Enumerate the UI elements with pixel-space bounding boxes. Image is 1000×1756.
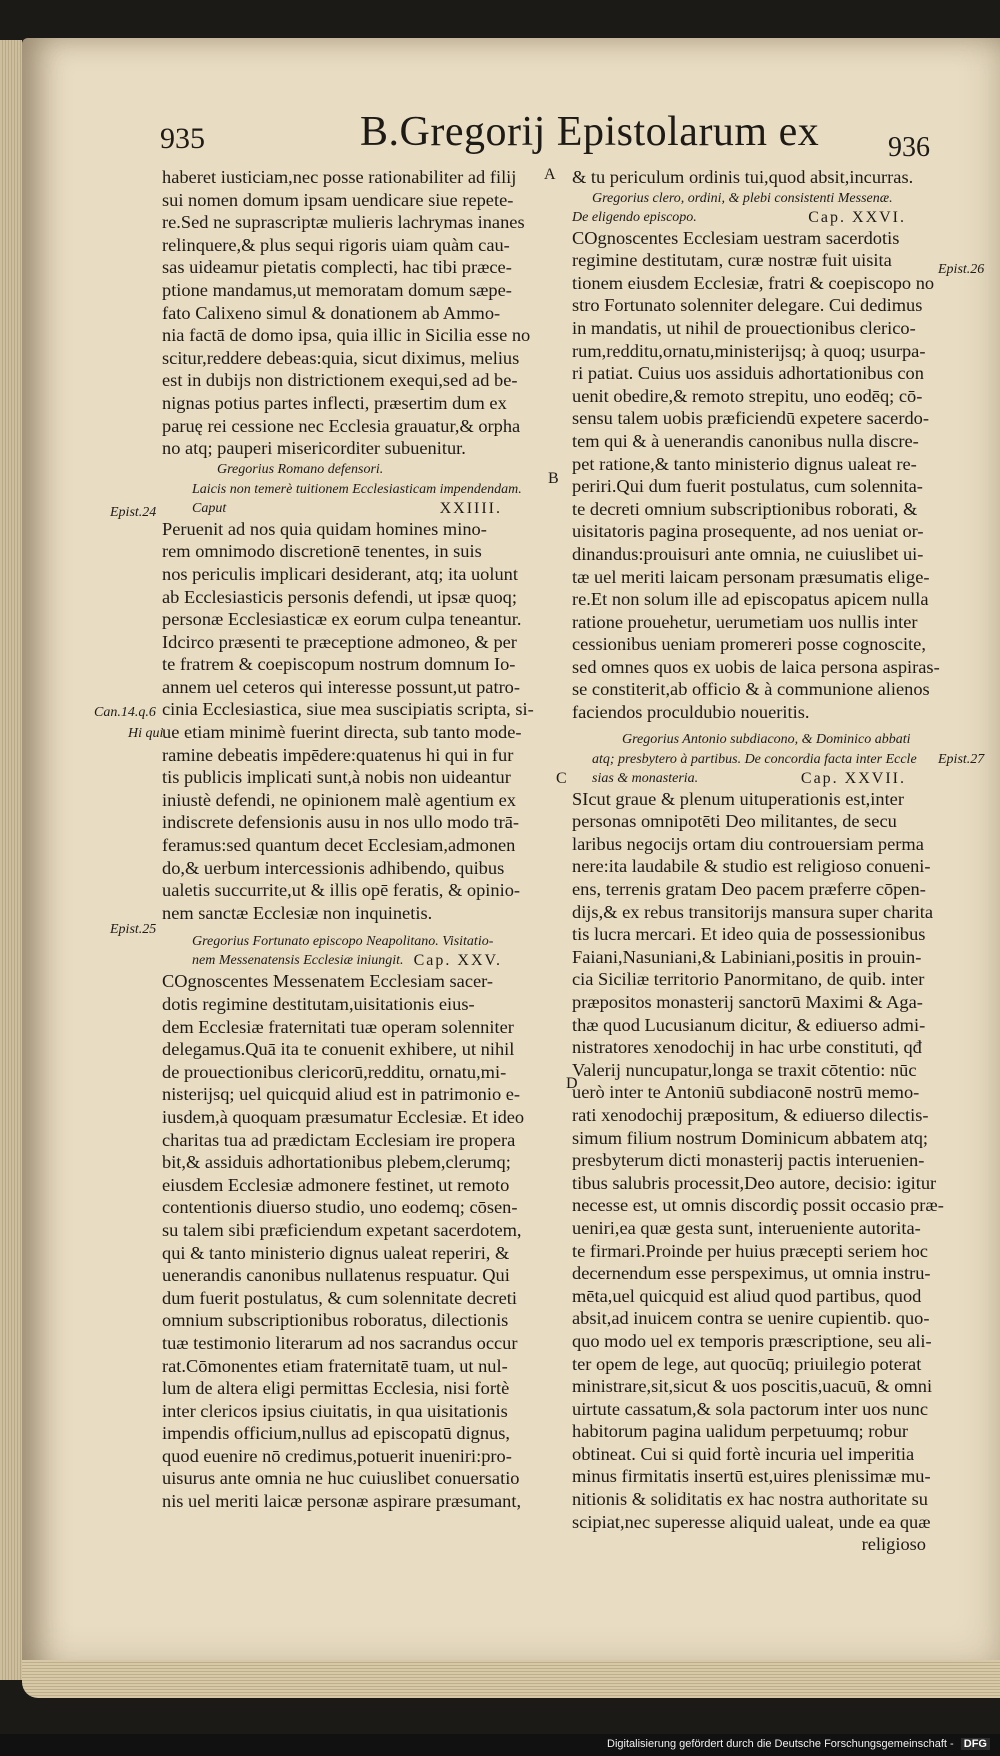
text-line: dem Ecclesiæ fraternitati tuæ operam solenniter: [162, 1016, 514, 1037]
letter-26-body: [572, 227, 946, 724]
margin-epist-24: Epist.24: [110, 505, 157, 520]
text-line: cia Siciliæ territorio Panormitano, de quib. inter: [572, 969, 925, 990]
digitization-footer: [0, 1734, 1000, 1756]
text-line: tis publicis implicati sunt,à nobis non uideantur: [162, 767, 511, 788]
text-line: uenerandis canonibus nullatenus respuatur. Qui: [162, 1265, 510, 1286]
text-line: dum fuerit postulatus, & cum solennitate decreti: [162, 1287, 517, 1308]
text-line: cinia Ecclesiastica, siue mea suscipiatis scripta, si-: [162, 699, 534, 720]
chapter-27-heading: [572, 770, 946, 788]
text-line: te firmari.Proinde per huius præcepti seriem hoc: [572, 1240, 928, 1261]
left-column: [162, 166, 542, 1513]
text-line: tæ uel meriti laicam personam præsumatis elige-: [572, 566, 930, 587]
text-line: de prouectionibus clericorū,redditu, ornatu,mi-: [162, 1061, 507, 1082]
rubric-27-title: Gregorius Antonio subdiacono, & Dominico abbati: [622, 731, 911, 747]
section-letter-b: B: [548, 470, 559, 487]
text-line: annem uel ceteros qui interesse possunt,ut patro-: [162, 676, 521, 697]
text-line: impendis officium,nullus ad episcopatū dignus,: [162, 1423, 511, 1444]
text-line: dotis regimine destitutam,uisitationis eius-: [162, 994, 475, 1014]
text-line: nos periculis implicari desiderant, atq; ita uolunt: [162, 563, 518, 584]
text-line: habitorum pagina ualidum perpetuumq; robur: [572, 1421, 909, 1442]
text-line: delegamus.Quā ita te conuenit exhibere, ut nihil: [162, 1039, 515, 1060]
text-line: fato Calixeno simul & donationem ab Ammo-: [162, 302, 501, 323]
text-line: lum de altera eligi permittas Ecclesia, nisi fortè: [162, 1378, 510, 1399]
rubric-27-sub2: sias & monasteria.: [592, 770, 699, 786]
text-line: sed omnes quos ex uobis de laica persona aspiras-: [572, 656, 940, 677]
right-column: [572, 166, 946, 1556]
text-line: uerò inter te Antoniū subdiaconē nostrū memo-: [572, 1082, 920, 1103]
text-line: su talem sibi præficiendum expetant sacerdotem,: [162, 1219, 522, 1240]
page-bottom-edge: [22, 1660, 1000, 1698]
text-line: sensu talem uobis præficiendū expetere sacerdo-: [572, 408, 929, 429]
page-fore-edge: [0, 40, 22, 1680]
text-line: nisterijsq; uel quicquid aliud est in patrimonio e-: [162, 1084, 521, 1105]
text-line: ab Ecclesiasticis personis defendi, ut ipsæ quoq;: [162, 586, 517, 607]
text-line: quod euenire nō credimus,potuerit inueniri:pro-: [162, 1445, 512, 1466]
rubric-25-title: Gregorius Fortunato episcopo Neapolitano. Visitatio-: [192, 934, 494, 950]
text-line: nere:ita laudabile & studio est religioso conueni-: [572, 856, 931, 877]
text-line: omnium subscriptionibus roboratus, dilectionis: [162, 1310, 509, 1331]
margin-canon-ref: Can.14.q.6: [94, 705, 156, 720]
left-top-text: [162, 166, 542, 460]
text-line: ri patiat. Cuius uos assiduis adhortationibus con: [572, 363, 924, 384]
text-line: presbyterum dicti monasterij pactis interuenien-: [572, 1150, 925, 1171]
text-line: personas omnipotēti Deo militantes, de secu: [572, 811, 897, 832]
text-line: ratione prouehetur, uerumetiam uos nullis inter: [572, 611, 918, 632]
margin-epist-25: Epist.25: [110, 922, 157, 937]
text-line: inter clericos ipsius ciuitatis, in qua uisitationis: [162, 1400, 508, 1421]
text-line: nistratores xenodochij in hac urbe constituti, qđ: [572, 1037, 922, 1058]
text-line: stro Fortunato solenniter delegare. Cui dedimus: [572, 295, 923, 316]
text-line: nia factā de domo ipsa, quia illic in Sicilia esse no: [162, 325, 531, 346]
text-line: nitionis & soliditatis ex hac nostra authoritate su: [572, 1489, 929, 1510]
text-line: præpositos monasterij sanctorū Maximi & Aga-: [572, 992, 923, 1012]
text-line: obtineat. Cui si quid fortè incuria uel imperitia: [572, 1443, 915, 1464]
text-line: no atq; pauperi misericorditer subuenitur.: [162, 438, 466, 459]
chapter-number: Cap. XXVII.: [800, 769, 906, 787]
page-number-right: 936: [888, 132, 930, 163]
text-line: mēta,uel quicquid est aliud quod partibus, quod: [572, 1285, 922, 1306]
text-line: cessionibus ueniam promereri posse cognoscite,: [572, 634, 926, 655]
margin-hi-qui: Hi qui: [128, 726, 164, 741]
text-line: contentionis diuerso studio, uno eodemq; cōsen-: [162, 1197, 518, 1218]
text-line: ptione mandamus,ut memoratam domum sæpe-: [162, 279, 512, 300]
text-line: re.Sed ne suprascriptæ mulieris lachrymas inanes: [162, 212, 525, 233]
text-line: in mandatis, ut nihil de prouectionibus clerico-: [572, 317, 916, 338]
text-line: te fratrem & coepiscopum nostrum domnum Io-: [162, 654, 516, 675]
letter-25-body: [162, 970, 542, 1512]
text-line: scitur,reddere debeas:quia, sicut diximus, melius: [162, 347, 520, 368]
text-line: personæ Ecclesiasticæ ex eorum culpa teneantur.: [162, 609, 522, 630]
text-line: feramus:sed quantum decet Ecclesiam,admonen: [162, 835, 516, 856]
text-line: te decreti omnium subscriptionibus roborati, &: [572, 498, 918, 519]
chapter-24-heading: [162, 500, 542, 518]
text-line: tis lucra mercari. Et ideo quia de possessionibus: [572, 924, 926, 945]
margin-epist-26: Epist.26: [938, 262, 985, 277]
text-line: & tu periculum ordinis tui,quod absit,incurras.: [572, 167, 914, 187]
chapter-number: Cap. XXVI.: [808, 208, 906, 226]
text-line: uisurus ante omnia ne huc cuiuslibet conuersatio: [162, 1468, 520, 1489]
text-line: se constiterit,ab officio & à communione alienos: [572, 679, 930, 700]
text-line: quo modo uel ex temporis præscriptione, seu ali-: [572, 1330, 932, 1351]
text-line: dinandus:prouisuri ante omnia, ne cuiuslibet ui-: [572, 543, 924, 564]
section-letter-c: C: [556, 770, 567, 787]
text-line: paruę rei cessione nec Ecclesia grauatur,& orpha: [162, 415, 521, 436]
text-line: rati xenodochij præpositum, & ediuerso dilectis-: [572, 1104, 929, 1125]
text-line: necesse est, ut omnis discordiç possit occasio præ-: [572, 1195, 944, 1216]
text-line: COgnoscentes Ecclesiam uestram sacerdotis: [572, 227, 900, 248]
text-line: ens, terrenis gratam Deo pacem præferre cōpen-: [572, 879, 926, 900]
text-line: nem sanctæ Ecclesiæ non inquinetis.: [162, 902, 433, 923]
text-line: Valerij nuncupatur,longa se traxit cōtentio: nūc: [572, 1059, 917, 1080]
text-line: qui & tanto ministerio dignus ualeat reperiri, &: [162, 1242, 510, 1263]
rubric-25-sub: nem Messenatensis Ecclesiæ iniungit.: [192, 953, 404, 969]
chapter-25-heading: [162, 952, 542, 970]
text-line: do,& uerbum intercessionis adhibendo, quibus: [162, 857, 505, 878]
rubric-26-sub: De eligendo episcopo.: [572, 209, 697, 225]
text-line: nis uel meriti laicæ personæ aspirare præsumant,: [162, 1491, 522, 1512]
section-letter-d: D: [566, 1075, 578, 1092]
text-line: regimine destitutam, curæ nostræ fuit uisita: [572, 250, 892, 271]
section-letter-a: A: [544, 166, 556, 183]
text-line: charitas tua ad prædictam Ecclesiam ire propera: [162, 1129, 516, 1150]
text-line: iniustè defendi, ne opinionem malè agentium ex: [162, 789, 516, 810]
text-line: sui nomen domum ipsam uendicare siue repete-: [162, 189, 514, 210]
text-line: simum filium nostrum Dominicum abbatem atq;: [572, 1127, 929, 1148]
chapter-26-heading: [572, 209, 946, 227]
text-line: re.Et non solum ille ad episcopatus apicem nulla: [572, 589, 929, 610]
chapter-number: XXIIII.: [439, 499, 502, 517]
text-line: Idcirco præsenti te præceptione admoneo, & per: [162, 631, 517, 652]
text-line: uirtute cassatum,& sola pactorum inter uos nunc: [572, 1398, 928, 1419]
text-line: ualetis succurrite,ut & illis opē feratis, & opinio-: [162, 880, 521, 901]
chapter-number: Cap. XXV.: [413, 952, 502, 970]
text-line: rat.Cōmonentes etiam fraternitatē tuam, ut nul-: [162, 1355, 508, 1376]
rubric-24-address: Gregorius Romano defensori.: [217, 461, 384, 477]
page-header: [150, 108, 930, 163]
text-line: tem qui & à uenerandis canonibus nulla discre-: [572, 430, 919, 451]
text-line: COgnoscentes Messenatem Ecclesiam sacer-: [162, 971, 494, 992]
letter-27-body: [572, 788, 946, 1556]
text-line: ter opem de lege, aut quocūq; priuilegio poterat: [572, 1353, 922, 1374]
text-line: uenit obedire,& remoto strepitu, uno eodēq; cō-: [572, 385, 923, 406]
rubric-26-title: Gregorius clero, ordini, & plebi consistenti Messenæ.: [592, 190, 893, 206]
text-line: ueniri,ea quæ gesta sunt, interueniente autorita-: [572, 1217, 921, 1238]
text-line: periri.Qui dum fuerit postulatus, cum solennita-: [572, 476, 923, 497]
footer-credit: Digitalisierung gefördert durch die Deutsche Forschungsgemeinschaft -: [607, 1738, 954, 1750]
text-line: laribus negocijs ortam diu controuersiam perma: [572, 833, 924, 854]
catchword: religioso: [861, 1534, 926, 1555]
text-line: iusdem,à quoquam præsumatur Ecclesiæ. Et ideo: [162, 1106, 525, 1127]
text-line: nignas potius partes inflecti, præsertim dum ex: [162, 392, 507, 413]
text-line: tuæ testimonio literarum ad nos sacrandus occur: [162, 1332, 518, 1353]
text-line: Peruenit ad nos quia quidam homines mino-: [162, 518, 487, 539]
text-line: decernendum esse perspeximus, ut omnia instru-: [572, 1263, 931, 1284]
page-number-left: 935: [160, 122, 205, 155]
text-line: bit,& assiduis adhortationibus plebem,clerumq;: [162, 1152, 511, 1173]
text-line: tibus salubris processit,Deo autore, decisio: igitur: [572, 1172, 937, 1193]
margin-epist-27: Epist.27: [938, 752, 985, 767]
text-line: uisitatoris pagina prosequente, ad nos ueniat or-: [572, 521, 924, 542]
text-line: haberet iusticiam,nec posse rationabiliter ad filij: [162, 167, 517, 187]
running-title: B.Gregorij Epistolarum ex: [360, 109, 820, 155]
rubric-27-sub: atq; presbytero à partibus. De concordia facta inter Eccle: [592, 751, 917, 767]
text-line: faciendos proculdubio noueritis.: [572, 702, 810, 723]
text-line: absit,ad inuicem contra se uenire cupientib. quo-: [572, 1308, 930, 1329]
text-line: sas uideamur pietatis complecti, hac tibi præce-: [162, 257, 512, 278]
text-line: est in dubijs non districtionem exequi,sed ad be-: [162, 370, 518, 391]
text-line: ue etiam minimè fuerint directa, sub tanto mode-: [162, 722, 522, 743]
text-line: indiscrete defensionis ausu in nos ullo modo trā-: [162, 812, 520, 833]
rubric-24-title: Laicis non temerè tuitionem Ecclesiasticam impendendam.: [192, 481, 522, 497]
text-line: dijs,& ex rebus transitorijs mansura super charita: [572, 901, 934, 922]
letter-24-body: [162, 518, 542, 925]
text-line: pet ratione,& tanto ministerio dignus ualeat re-: [572, 453, 917, 474]
text-line: Faiani,Nasuniani,& Labiniani,positis in prouin-: [572, 946, 922, 967]
text-line: thæ quod Lucusianum dicitur, & ediuerso admi-: [572, 1014, 926, 1035]
dfg-logo: DFG: [961, 1738, 990, 1750]
text-line: SIcut graue & plenum uituperationis est,inter: [572, 788, 904, 809]
text-line: eiusdem Ecclesiæ admonere festinet, ut remoto: [162, 1174, 510, 1195]
text-line: tionem eiusdem Ecclesiæ, fratri & coepiscopo no: [572, 272, 935, 293]
chapter-label: Caput: [192, 500, 227, 516]
text-line: ministrare,sit,sicut & uos poscitis,uacuū, & omni: [572, 1376, 933, 1397]
text-line: rum,redditu,ornatu,ministerijsq; à quoq; usurpa-: [572, 340, 926, 361]
text-line: rem omnimodo discretionē tenentes, in suis: [162, 541, 482, 562]
text-line: relinquere,& plus sequi rigoris uiam quàm cau-: [162, 234, 510, 255]
text-line: scipiat,nec superesse aliquid ualeat, unde ea quæ: [572, 1511, 931, 1532]
text-line: minus firmitatis insertū est,uires plenissimæ mu-: [572, 1466, 931, 1487]
text-line: ramine debeatis impēdere:quatenus hi qui in fur: [162, 744, 514, 765]
